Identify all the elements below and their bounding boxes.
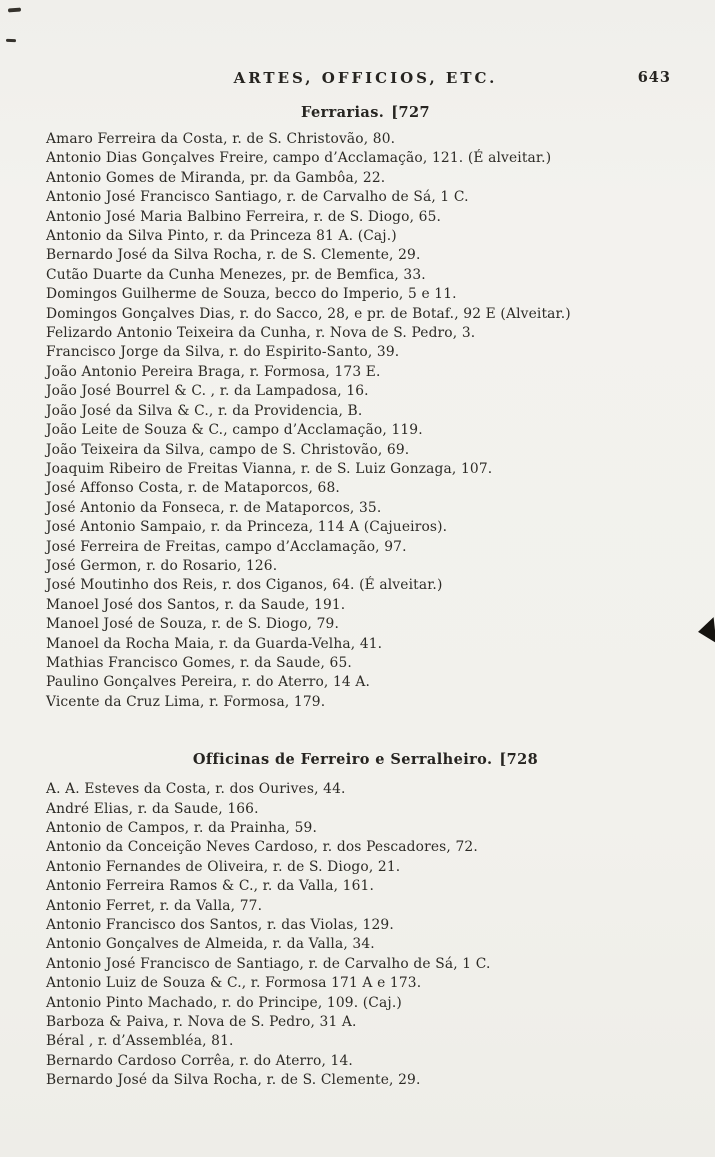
- directory-entry: Antonio Pinto Machado, r. do Principe, 109. (Caj.): [46, 994, 402, 1011]
- directory-entry: João Antonio Pereira Braga, r. Formosa, 173 E.: [46, 363, 381, 380]
- section-ref-number: [728: [499, 751, 539, 769]
- directory-entry: José Moutinho dos Reis, r. dos Ciganos, 64. (É alveitar.): [46, 577, 443, 594]
- entry-list-officinas: [46, 780, 685, 1091]
- directory-entry: José Affonso Costa, r. de Mataporcos, 68.: [46, 480, 340, 497]
- directory-entry: Antonio Gonçalves de Almeida, r. da Valla, 34.: [46, 936, 375, 953]
- directory-entry: Joaquim Ribeiro de Freitas Vianna, r. de S. Luiz Gonzaga, 107.: [46, 460, 493, 477]
- directory-entry: Antonio da Conceição Neves Cardoso, r. dos Pescadores, 72.: [46, 839, 478, 856]
- ink-mark-left-margin: [6, 39, 16, 43]
- running-title: ARTES, OFFICIOS, ETC.: [233, 69, 498, 87]
- directory-entry: Antonio Francisco dos Santos, r. das Violas, 129.: [46, 917, 394, 934]
- directory-entry: José Antonio Sampaio, r. da Princeza, 114 A (Cajueiros).: [46, 519, 448, 536]
- directory-entry: Barboza & Paiva, r. Nova de S. Pedro, 31 A.: [46, 1014, 357, 1031]
- directory-entry: José Antonio da Fonseca, r. de Mataporcos, 35.: [46, 499, 382, 516]
- directory-entry: Béral , r. d’Assembléa, 81.: [46, 1033, 234, 1050]
- directory-entry: Domingos Gonçalves Dias, r. do Sacco, 28, e pr. de Botaf., 92 E (Alveitar.): [46, 305, 571, 322]
- directory-entry: Manoel da Rocha Maia, r. da Guarda-Velha, 41.: [46, 635, 383, 652]
- section-title-text: Ferrarias.: [301, 104, 385, 121]
- directory-entry: Antonio José Maria Balbino Ferreira, r. de S. Diogo, 65.: [46, 208, 442, 225]
- section-ref-number: [727: [391, 104, 430, 121]
- directory-entry: Antonio de Campos, r. da Prainha, 59.: [46, 820, 317, 836]
- directory-entry: Antonio da Silva Pinto, r. da Princeza 81 A. (Caj.): [46, 228, 397, 245]
- directory-entry: Felizardo Antonio Teixeira da Cunha, r. Nova de S. Pedro, 3.: [46, 325, 476, 342]
- directory-entry: João José da Silva & C., r. da Providencia, B.: [46, 402, 363, 419]
- directory-entry: Manoel José de Souza, r. de S. Diogo, 79.: [46, 616, 340, 633]
- directory-entry: Antonio José Francisco Santiago, r. de Carvalho de Sá, 1 C.: [46, 189, 469, 206]
- section-officinas: [46, 751, 685, 1091]
- directory-entry: José Ferreira de Freitas, campo d’Acclamação, 97.: [46, 538, 407, 555]
- directory-entry: Bernardo José da Silva Rocha, r. de S. Clemente, 29.: [46, 1072, 421, 1089]
- directory-entry: Antonio Gomes de Miranda, pr. da Gambôa, 22.: [46, 169, 386, 186]
- directory-entry: Bernardo José da Silva Rocha, r. de S. Clemente, 29.: [46, 247, 421, 264]
- directory-entry: João Teixeira da Silva, campo de S. Christovão, 69.: [46, 441, 410, 458]
- directory-entry: Cutão Duarte da Cunha Menezes, pr. de Bemfica, 33.: [46, 266, 426, 283]
- directory-entry: Antonio Ferret, r. da Valla, 77.: [46, 897, 263, 914]
- ink-mark-top-left: [8, 8, 21, 13]
- directory-entry: Vicente da Cruz Lima, r. Formosa, 179.: [46, 693, 326, 710]
- directory-entry: Antonio Ferreira Ramos & C., r. da Valla, 161.: [46, 878, 374, 895]
- directory-entry: Amaro Ferreira da Costa, r. de S. Christovão, 80.: [46, 131, 396, 147]
- directory-entry: João Leite de Souza & C., campo d’Acclamação, 119.: [46, 422, 423, 439]
- directory-entry: Antonio José Francisco de Santiago, r. de Carvalho de Sá, 1 C.: [46, 955, 491, 972]
- directory-entry: Domingos Guilherme de Souza, becco do Imperio, 5 e 11.: [46, 286, 457, 303]
- page-header: [46, 68, 685, 88]
- directory-entry: Bernardo Cardoso Corrêa, r. do Aterro, 14.: [46, 1052, 353, 1069]
- directory-entry: José Germon, r. do Rosario, 126.: [46, 557, 278, 574]
- ink-blot-right-edge: [697, 617, 715, 645]
- section-ferrarias: [46, 104, 685, 712]
- page-number: 643: [637, 69, 671, 86]
- directory-entry: A. A. Esteves da Costa, r. dos Ourives, 44.: [46, 781, 346, 798]
- directory-entry: Antonio Luiz de Souza & C., r. Formosa 171 A e 173.: [46, 975, 422, 992]
- section-title-officinas: [46, 751, 685, 768]
- directory-entry: Antonio Fernandes de Oliveira, r. de S. Diogo, 21.: [46, 858, 401, 875]
- directory-entry: Mathias Francisco Gomes, r. da Saude, 65.: [46, 654, 352, 671]
- directory-entry: Manoel José dos Santos, r. da Saude, 191.: [46, 596, 346, 613]
- section-title-text: Officinas de Ferreiro e Serralheiro.: [192, 751, 493, 769]
- directory-entry: Francisco Jorge da Silva, r. do Espirito-Santo, 39.: [46, 344, 400, 361]
- directory-entry: André Elias, r. da Saude, 166.: [46, 800, 259, 817]
- directory-entry: Paulino Gonçalves Pereira, r. do Aterro, 14 A.: [46, 674, 371, 691]
- entry-list-ferrarias: [46, 130, 685, 712]
- section-title-ferrarias: [46, 104, 685, 121]
- directory-entry: Antonio Dias Gonçalves Freire, campo d’Acclamação, 121. (É alveitar.): [46, 150, 552, 167]
- directory-entry: João José Bourrel & C. , r. da Lampadosa, 16.: [46, 383, 369, 400]
